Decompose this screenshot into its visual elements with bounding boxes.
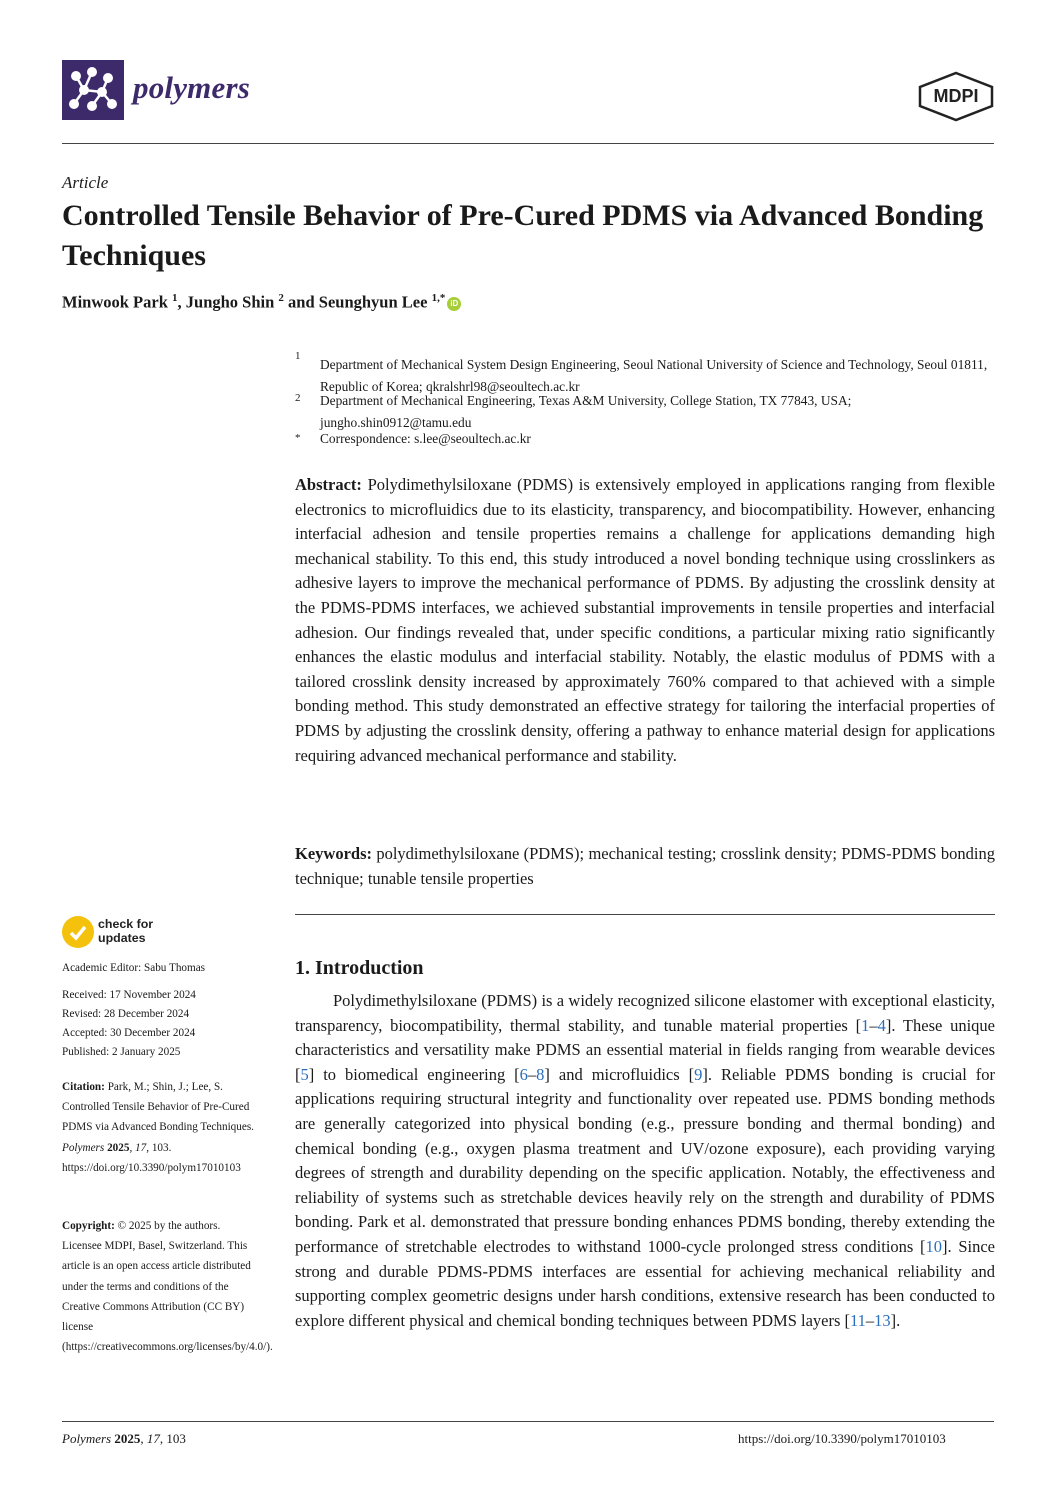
mdpi-logo-icon [916, 70, 996, 122]
reference-link[interactable]: 11 [850, 1310, 866, 1330]
author-name: Seunghyun Lee [318, 292, 428, 312]
citation-label: Citation: [62, 1081, 105, 1093]
check-updates-line2: updates [98, 931, 146, 945]
intro-text: ] to biomedical engineering [ [308, 1064, 520, 1084]
reference-link[interactable]: 9 [694, 1064, 703, 1084]
footer-year: 2025 [114, 1431, 141, 1446]
author-name: Jungho Shin [185, 292, 275, 312]
copyright-label: Copyright: [62, 1220, 115, 1232]
abstract-label: Abstract: [295, 475, 362, 494]
range-dash: – [865, 1310, 875, 1330]
affiliation-mark: 1 [295, 350, 301, 362]
author-separator: and [283, 292, 319, 312]
mdpi-logo-text: MDPI [933, 86, 979, 106]
received-date: Received: 17 November 2024 [62, 989, 196, 1001]
intro-text: ]. [890, 1310, 901, 1330]
intro-text: ]. These unique characteristics and versatility make PDMS an essential material in fields ranging from wearable devices [ [295, 1015, 995, 1084]
reference-link[interactable]: 4 [877, 1015, 886, 1035]
header-divider [62, 143, 994, 144]
paper-title: Controlled Tensile Behavior of Pre-Cured PDMS via Advanced Bonding Techniques [62, 199, 984, 272]
intro-text: ]. Reliable PDMS bonding is crucial for applications requiring structural integrity and functionality over repeated use. PDMS bonding methods are generally categorized into physical bonding (e.g., pressure bonding and thermal bonding) and chemical bonding (e.g., oxygen plasma treatment and UV/ozone exposure), each providing varying degrees of strength and durability depending on the specific application. Notably, the effectiveness and reliability of systems such as stretchable devices heavily rely on the strength and durability of PDMS bonding. Park et al. demonstrated that pressure bonding enhances PDMS bonding, thereby extending the performance of stretchable electrodes to withstand 1000-cycle prolonged stress conditions [ [295, 1064, 995, 1256]
published-date: Published: 2 January 2025 [62, 1046, 181, 1058]
author-separator: , [177, 292, 186, 312]
reference-link[interactable]: 13 [874, 1310, 891, 1330]
reference-link[interactable]: 10 [925, 1236, 943, 1256]
abstract-divider [295, 914, 995, 915]
check-updates-line1: check for [98, 917, 154, 931]
affiliation-text: Department of Mechanical Engineering, Texas A&M University, College Station, TX 77843, USA; jungho.shin0912@tamu.edu [320, 393, 852, 430]
abstract-text: Polydimethylsiloxane (PDMS) is extensively employed in applications ranging from flexible electronics to microfluidics due to its elasticity, transparency, and biocompatibility. However, enhancing interfacial adhesion and tensile properties remains a challenge for applications demanding high mechanical stability. To this end, this study introduced a novel bonding technique using crosslinkers as adhesive layers to improve the mechanical performance of PDMS. By adjusting the crosslink density at the PDMS-PDMS interfaces, we achieved substantial improvements in tensile properties and interfacial adhesion. Our findings revealed that, under specific conditions, a particular mixing ratio significantly enhances the elastic modulus and interfacial stability. Notably, the elastic modulus of PDMS with a tailored crosslink density increased by approximately 760% compared to that achieved with a simple bonding method. This study demonstrated an effective strategy for tailoring the interfacial properties of PDMS by adjusting the crosslink density, offering a pathway to enhance material design for applications requiring advanced mechanical performance and stability. [295, 475, 995, 765]
citation-journal: Polymers [62, 1141, 105, 1154]
keywords-label: Keywords: [295, 844, 372, 863]
keywords [295, 842, 995, 891]
affiliation-text: Department of Mechanical System Design Engineering, Seoul National University of Science and Technology, Seoul 01811, Republic of Korea; qkralshrl98@seoultech.ac.kr [320, 357, 988, 394]
citation-text: Park, M.; Shin, J.; Lee, S. Controlled Tensile Behavior of Pre-Cured PDMS via Advanced Bonding Techniques. [62, 1081, 254, 1134]
footer-doi-link[interactable]: https://doi.org/10.3390/polym17010103 [738, 1431, 946, 1446]
revised-date: Revised: 28 December 2024 [62, 1008, 190, 1020]
polymers-logo-icon [62, 60, 124, 120]
keywords-text: polydimethylsiloxane (PDMS); mechanical testing; crosslink density; PDMS-PDMS bonding technique; tunable tensile properties [295, 844, 996, 888]
check-for-updates-button[interactable] [62, 914, 202, 954]
citation-year: 2025 [107, 1141, 130, 1154]
publication-dates [62, 986, 262, 1062]
footer-page: , 103 [159, 1431, 186, 1446]
author-name: Minwook Park [62, 292, 168, 312]
intro-text: Polydimethylsiloxane (PDMS) is a widely recognized silicone elastomer with exceptional elasticity, transparency, biocompatibility, thermal stability, and tunable material properties [ [295, 991, 995, 1035]
author-list [62, 292, 461, 313]
footer-divider [62, 1421, 994, 1422]
affiliation-mark: * [295, 432, 301, 444]
check-updates-icon [62, 916, 94, 948]
footer-journal: Polymers [62, 1431, 112, 1446]
author-affiliation-mark: 2 [278, 292, 284, 304]
article-type: Article [62, 173, 109, 192]
footer-citation: Polymers 2025, 17, 103 [62, 1431, 186, 1446]
range-dash: – [527, 1064, 537, 1084]
intro-text: ]. Since strong and durable PDMS-PDMS interfaces are essential for achieving mechanical reliability and supporting complex geometric designs under harsh conditions, extensive research has been conducted to explore different physical and chemical bonding techniques between PDMS layers [ [295, 1236, 995, 1330]
abstract [295, 473, 995, 768]
copyright-text: © 2025 by the authors. Licensee MDPI, Basel, Switzerland. This article is an open access article distributed under the terms and conditions of the Creative Commons Attribution (CC BY) license (https://creativecommons.org/licenses/by/4.0/). [62, 1220, 273, 1354]
accepted-date: Accepted: 30 December 2024 [62, 1027, 196, 1039]
reference-link[interactable]: 1 [861, 1015, 870, 1035]
reference-link[interactable]: 6 [519, 1064, 528, 1084]
correspondence-text: Correspondence: s.lee@seoultech.ac.kr [320, 431, 531, 446]
citation-volume: 17 [135, 1141, 147, 1154]
introduction-paragraph [295, 989, 995, 1333]
journal-name: polymers [133, 70, 250, 105]
footer-volume: 17 [146, 1431, 160, 1446]
reference-link[interactable]: 5 [300, 1064, 309, 1084]
citation-block: Citation: Park, M.; Shin, J.; Lee, S. Controlled Tensile Behavior of Pre-Cured PDMS via Advanced Bonding Techniques. Polymers 2025, 17, 103. https://doi.org/10.3390/polym17010103 [62, 1081, 254, 1174]
copyright-block [62, 1216, 273, 1357]
section-heading: 1. Introduction [295, 957, 424, 979]
reference-link[interactable]: 8 [536, 1064, 545, 1084]
intro-text: ] and microfluidics [ [544, 1064, 695, 1084]
orcid-icon[interactable]: iD [447, 297, 461, 311]
author-affiliation-mark: 1 [172, 292, 178, 304]
academic-editor: Academic Editor: Sabu Thomas [62, 962, 206, 974]
affiliation-mark: 2 [295, 392, 301, 404]
author-affiliation-mark: 1,* [431, 292, 446, 304]
citation-doi[interactable]: , 103. https://doi.org/10.3390/polym17010103 [62, 1141, 241, 1174]
range-dash: – [869, 1015, 878, 1035]
